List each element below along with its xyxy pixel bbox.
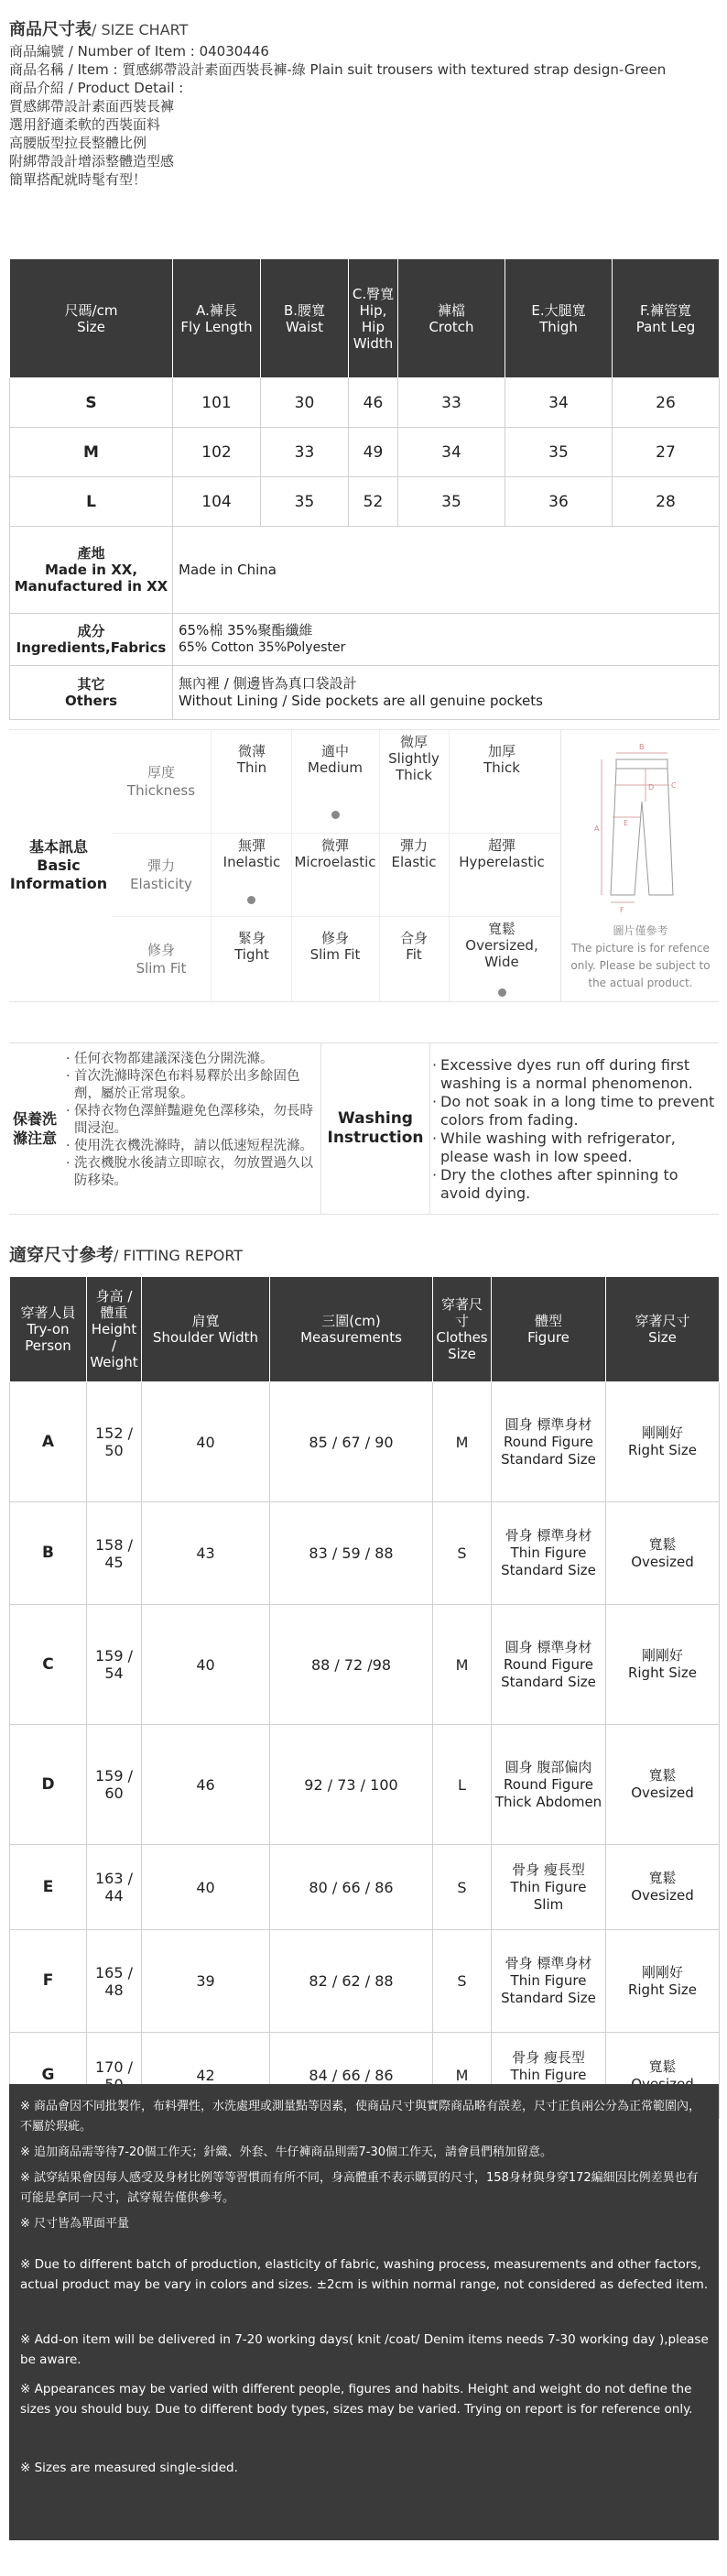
header-fit-size: 穿著尺寸 Size <box>606 1277 720 1382</box>
header-clothes-size: 穿著尺寸 Clothes Size <box>433 1277 492 1382</box>
header-height-weight: 身高 / 體重 Height / Weight <box>87 1277 142 1382</box>
size-value: 28 <box>613 477 720 527</box>
selected-dot <box>331 811 340 819</box>
washing-en-list <box>432 1056 719 1203</box>
title-en: / SIZE CHART <box>92 21 189 38</box>
elasticity-option-microelastic: 微彈 Microelastic <box>294 837 376 870</box>
note-cn: ※ 商品會因不同批製作，布料彈性，水洗處理或測量點等因素，使商品尺寸與實際商品略有誤差，尺寸正負兩公分為正常範圍內，不屬於瑕疵。 <box>20 2100 701 2134</box>
fitting-report-title: 適穿尺寸參考/ FITTING REPORT <box>9 1245 244 1265</box>
size-label: M <box>10 428 173 477</box>
clothes-size: M <box>433 2033 492 2119</box>
diagram-letter: B <box>639 743 645 751</box>
note-en: ※ Appearances may be varied with different people, figures and habits. Height and weight do not define the sizes you should buy. Due to different body types, sizes may be varied. Trying on report is for reference only. <box>20 2382 693 2417</box>
figure: 圓身 腹部偏肉 Round Figure Thick Abdomen <box>492 1725 606 1845</box>
size-value: 102 <box>173 428 261 477</box>
origin-value: Made in China <box>173 527 720 614</box>
diagram-letter: A <box>594 824 600 833</box>
elasticity-option-inelastic: 無彈 Inelastic <box>212 837 291 870</box>
figure: 骨身 標準身材 Thin Figure Standard Size <box>492 1502 606 1605</box>
size-value: 35 <box>398 477 505 527</box>
clothes-size: S <box>433 1502 492 1605</box>
size-value: 27 <box>613 428 720 477</box>
ingredients-label: 成分 Ingredients,Fabrics <box>10 614 173 666</box>
elasticity-option-hyperelastic: 超彈 Hyperelastic <box>459 837 545 870</box>
fit-size: 剛剛好 Right Size <box>606 1382 720 1502</box>
size-row-l <box>10 477 720 527</box>
fit-size: 寬鬆 Ovesized <box>606 1725 720 1845</box>
fit-size: 剛剛好 Right Size <box>606 1930 720 2033</box>
product-detail-line: 簡單搭配就時髦有型！ <box>9 171 147 188</box>
washing-cn-list <box>66 1051 315 1190</box>
fitting-row-f <box>10 1930 720 2033</box>
note-en: ※ Add-on item will be delivered in 7-20 working days( knit /coat/ Denim items needs 7-30 working day ),please be aware. <box>20 2332 709 2367</box>
size-value: 30 <box>261 378 349 428</box>
size-value: 104 <box>173 477 261 527</box>
product-detail-line: 高腰版型拉長整體比例 <box>9 135 147 151</box>
person-id: C <box>10 1605 87 1725</box>
fitting-row-e <box>10 1845 720 1930</box>
others-value: 無內裡 / 側邊皆為真口袋設計 Without Lining / Side pockets are all genuine pockets <box>173 666 720 720</box>
clothes-size: S <box>433 1845 492 1930</box>
header-hip: C.臀寬 Hip, Hip Width <box>349 259 398 378</box>
diagram-letter: C <box>671 781 677 790</box>
washing-en-item: · Do not soak in a long time to prevent colors from fading. <box>432 1093 719 1130</box>
size-value: 101 <box>173 378 261 428</box>
washing-instruction-label: Washing Instruction <box>320 1043 430 1214</box>
measurements: 84 / 66 / 86 <box>270 2033 433 2119</box>
washing-cn-item: · 使用洗衣機洗滌時，請以低速短程洗滌。 <box>66 1138 315 1155</box>
ingredients-row <box>10 614 720 666</box>
washing-cn-item: · 首次洗滌時深色布料易釋於出多餘固色劑，屬於正常現象。 <box>66 1068 315 1103</box>
size-value: 46 <box>349 378 398 428</box>
fit-size: 寬鬆 Ovesized <box>606 1845 720 1930</box>
item-name: 商品名稱 / Item : 質感綁帶設計素面西裝長褲-綠 Plain suit trousers with textured strap design-Green <box>9 61 667 78</box>
size-label: L <box>10 477 173 527</box>
origin-label: 產地 Made in XX, Manufactured in XX <box>10 527 173 614</box>
size-value: 35 <box>261 477 349 527</box>
height-weight: 165 / 48 <box>87 1930 142 2033</box>
washing-cn-item: · 保持衣物色澤鮮豔避免色澤移染，勿長時間浸泡。 <box>66 1103 315 1138</box>
header-size: 尺碼/cm Size <box>10 259 173 378</box>
ingredients-value: 65%棉 35%聚酯纖維 65% Cotton 35%Polyester <box>173 614 720 666</box>
header-figure: 體型 Figure <box>492 1277 606 1382</box>
measurements: 80 / 66 / 86 <box>270 1845 433 1930</box>
fitting-report-table <box>9 1276 720 2119</box>
person-id: F <box>10 1930 87 2033</box>
product-detail-label: 商品介紹 / Product Detail : <box>9 80 184 96</box>
measurements: 85 / 67 / 90 <box>270 1382 433 1502</box>
header-person: 穿著人員 Try-on Person <box>10 1277 87 1382</box>
fitting-row-b <box>10 1502 720 1605</box>
size-value: 49 <box>349 428 398 477</box>
shoulder-width: 40 <box>142 1845 270 1930</box>
measurements: 82 / 62 / 88 <box>270 1930 433 2033</box>
shoulder-width: 39 <box>142 1930 270 2033</box>
size-value: 26 <box>613 378 720 428</box>
size-chart-header-row <box>10 259 720 378</box>
diagram-caption: 圖片僅參考 The picture is for refence only. Please be subject to the actual product. <box>570 924 711 989</box>
header-crotch: 褲檔 Crotch <box>398 259 505 378</box>
fit-size: 寬鬆 <box>606 2033 720 2119</box>
clothes-size: S <box>433 1930 492 2033</box>
elasticity-label: 彈力 Elasticity <box>112 834 212 916</box>
figure: 骨身 標準身材 Thin Figure Standard Size <box>492 1930 606 2033</box>
figure: 骨身 瘦長型 Thin Figure Slim <box>492 1845 606 1930</box>
size-value: 34 <box>398 428 505 477</box>
product-detail-line: 質感綁帶設計素面西裝長褲 <box>9 98 175 115</box>
size-row-s <box>10 378 720 428</box>
diagram-letter: D <box>648 783 655 791</box>
figure: 圓身 標準身材 Round Figure Standard Size <box>492 1605 606 1725</box>
item-number: 商品編號 / Number of Item : 04030446 <box>9 43 269 60</box>
person-id: A <box>10 1382 87 1502</box>
shoulder-width: 46 <box>142 1725 270 1845</box>
product-info <box>9 42 714 189</box>
washing-en-item: · Excessive dyes run off during first washing is a normal phenomenon. <box>432 1056 719 1093</box>
origin-row <box>10 527 720 614</box>
elasticity-row <box>112 834 560 916</box>
washing-cn-item: · 任何衣物都建議深淺色分開洗滌。 <box>66 1051 315 1068</box>
clothes-size: M <box>433 1382 492 1502</box>
shoulder-width: 40 <box>142 1605 270 1725</box>
fit-size: 剛剛好 Right Size <box>606 1605 720 1725</box>
header-pant-leg: F.褲管寬 Pant Leg <box>613 259 720 378</box>
notes-section <box>9 2084 719 2540</box>
figure: 圓身 標準身材 Round Figure Standard Size <box>492 1382 606 1502</box>
size-row-m <box>10 428 720 477</box>
fitting-row-a <box>10 1382 720 1502</box>
fitting-header-row <box>10 1277 720 1382</box>
height-weight: 152 / 50 <box>87 1382 142 1502</box>
elasticity-option-elastic: 彈力 Elastic <box>391 837 437 870</box>
size-value: 33 <box>398 378 505 428</box>
height-weight: 170 / <box>87 2033 142 2119</box>
washing-cn-item: · 洗衣機脫水後請立即晾衣，勿放置過久以防移染。 <box>66 1155 315 1190</box>
product-detail-line: 選用舒適柔軟的西裝面料 <box>9 116 161 133</box>
note-cn: ※ 尺寸皆為單面平量 <box>20 2217 130 2231</box>
height-weight: 159 / 54 <box>87 1605 142 1725</box>
figure: 骨身 瘦長型 Thin Figure <box>492 2033 606 2119</box>
note-cn: ※ 試穿結果會因每人感受及身材比例等等習慣而有所不同，身高體重不表示購買的尺寸，158身材與身穿172編細因比例差異也有可能是拿同一尺寸，試穿報告僅供參考。 <box>20 2171 699 2205</box>
basic-info-label: 基本訊息 Basic Information <box>9 838 108 892</box>
header-shoulder: 肩寬 Shoulder Width <box>142 1277 270 1382</box>
fitting-row-c <box>10 1605 720 1725</box>
size-value: 34 <box>505 378 613 428</box>
measurements: 92 / 73 / 100 <box>270 1725 433 1845</box>
basic-info-grid <box>112 730 560 1001</box>
header-thigh: E.大腿寬 Thigh <box>505 259 613 378</box>
note-en: ※ Sizes are measured single-sided. <box>20 2461 238 2475</box>
pants-diagram <box>560 730 720 1001</box>
fit-row <box>112 917 560 1001</box>
washing-en-item: · Dry the clothes after spinning to avoid dying. <box>432 1166 719 1203</box>
shoulder-width: 40 <box>142 1382 270 1502</box>
clothes-size: L <box>433 1725 492 1845</box>
thickness-option-medium: 適中 Medium <box>291 743 379 776</box>
size-value: 52 <box>349 477 398 527</box>
selected-dot <box>498 988 506 997</box>
thickness-option-slightly-thick: 微厚 Slightly Thick <box>388 734 439 783</box>
thickness-row <box>112 730 560 833</box>
size-value: 35 <box>505 428 613 477</box>
pants-outline-icon <box>561 730 720 918</box>
height-weight: 163 / 44 <box>87 1845 142 1930</box>
fitting-row-d <box>10 1725 720 1845</box>
thickness-option-thin: 微薄 Thin <box>236 743 267 776</box>
person-id: G <box>10 2033 87 2119</box>
size-label: S <box>10 378 173 428</box>
washing-en-item: · While washing with refrigerator, please wash in low speed. <box>432 1130 719 1166</box>
others-label: 其它 Others <box>10 666 173 720</box>
shoulder-width: 43 <box>142 1502 270 1605</box>
fit-size: 寬鬆 Ovesized <box>606 1502 720 1605</box>
fit-option-slim: 修身 Slim Fit <box>309 930 361 963</box>
person-id: D <box>10 1725 87 1845</box>
thickness-option-thick: 加厚 Thick <box>483 743 520 776</box>
measurements: 88 / 72 /98 <box>270 1605 433 1725</box>
size-chart-title <box>9 16 188 40</box>
fit-label: 修身 Slim Fit <box>112 917 212 1001</box>
header-waist: B.腰寬 Waist <box>261 259 349 378</box>
note-cn: ※ 追加商品需等待7-20個工作天；針織、外套、牛仔褲商品則需7-30個工作天，請會員們稍加留意。 <box>20 2145 553 2159</box>
person-id: B <box>10 1502 87 1605</box>
selected-dot <box>247 896 255 904</box>
others-row <box>10 666 720 720</box>
washing-label-cn: 保養洗滌注意 <box>12 1110 57 1147</box>
diagram-letter: E <box>624 819 629 827</box>
product-detail-line: 附綁帶設計增添整體造型感 <box>9 153 175 169</box>
height-weight: 158 / 45 <box>87 1502 142 1605</box>
size-chart-table <box>9 258 720 720</box>
measurements: 83 / 59 / 88 <box>270 1502 433 1605</box>
thickness-label: 厚度 Thickness <box>112 730 212 833</box>
fit-option-fit: 合身 Fit <box>399 930 428 963</box>
header-fly-length: A.褲長 Fly Length <box>173 259 261 378</box>
note-en: ※ Due to different batch of production, elasticity of fabric, washing process, measurements and other factors, actual product may be vary in colors and sizes. ±2cm is within normal range, not considered as defected item. <box>20 2257 709 2292</box>
clothes-size: M <box>433 1605 492 1725</box>
person-id: E <box>10 1845 87 1930</box>
height-weight: 159 / 60 <box>87 1725 142 1845</box>
size-value: 33 <box>261 428 349 477</box>
title-cn: 商品尺寸表 <box>9 20 92 39</box>
washing-section <box>9 1042 719 1215</box>
size-value: 36 <box>505 477 613 527</box>
fit-option-oversized: 寬鬆 Oversized, Wide <box>449 921 555 970</box>
header-measurements: 三圍(cm) Measurements <box>270 1277 433 1382</box>
shoulder-width: 42 <box>142 2033 270 2119</box>
fit-option-tight: 緊身 Tight <box>234 930 269 963</box>
diagram-letter: F <box>620 906 624 914</box>
basic-info-section <box>9 729 719 1002</box>
